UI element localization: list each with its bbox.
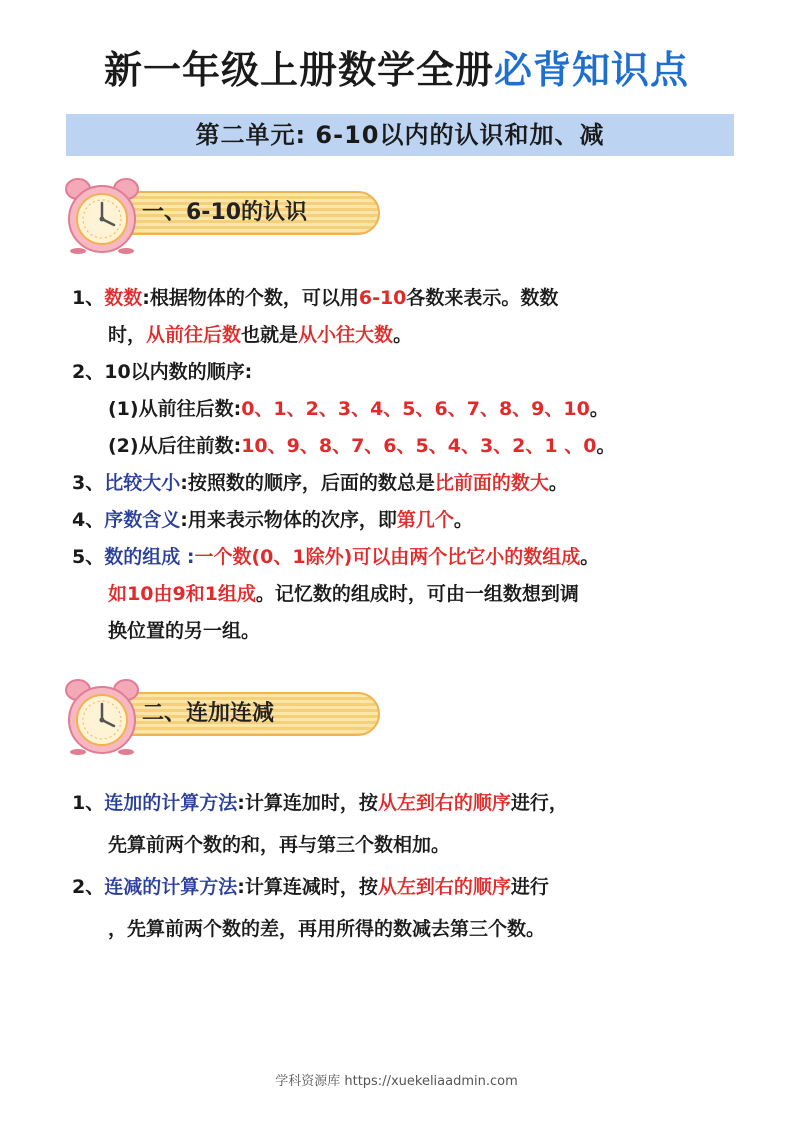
highlight: 从左到右的顺序 bbox=[377, 792, 511, 814]
text: 。 bbox=[596, 435, 616, 457]
list-item bbox=[72, 576, 615, 613]
list-item bbox=[72, 824, 568, 866]
list-item bbox=[72, 428, 615, 465]
highlight: 6-10 bbox=[358, 287, 407, 309]
list-item bbox=[72, 539, 615, 576]
section-2-content bbox=[72, 782, 568, 950]
list-item bbox=[72, 502, 615, 539]
list-item bbox=[72, 354, 615, 391]
list-item bbox=[72, 613, 615, 650]
text: 。 bbox=[548, 472, 568, 494]
text: 换位置的另一组。 bbox=[108, 620, 261, 642]
highlight: 从小往大数 bbox=[298, 324, 394, 346]
text: 各数来表示。数数 bbox=[406, 287, 559, 309]
text: 也就是 bbox=[241, 324, 299, 346]
text: 。 bbox=[580, 546, 600, 568]
text: :计算连减时，按 bbox=[237, 876, 378, 898]
text: :用来表示物体的次序，即 bbox=[180, 509, 397, 531]
section-header-2 bbox=[60, 676, 350, 756]
title-highlight: 必背知识点 bbox=[494, 48, 690, 92]
text: 。 bbox=[453, 509, 473, 531]
highlight: 一个数(0、1除外)可以由两个比它小的数组成 bbox=[194, 546, 581, 568]
text: (2)从后往前数: bbox=[108, 435, 242, 457]
section-1-content bbox=[72, 280, 615, 650]
item-number: 2、 bbox=[72, 876, 105, 898]
highlight: 如10由9和1组成 bbox=[108, 583, 256, 605]
highlight: 从前往后数 bbox=[146, 324, 242, 346]
list-item bbox=[72, 465, 615, 502]
highlight: 10、9、8、7、6、5、4、3、2、1 、0 bbox=[241, 435, 597, 457]
page-title bbox=[0, 40, 793, 100]
text: 。 bbox=[589, 398, 609, 420]
unit-heading: 第二单元: 6-10以内的认识和加、减 bbox=[66, 114, 734, 156]
key-term: 数数 bbox=[104, 287, 143, 309]
key-term: 数的组成 bbox=[104, 546, 181, 568]
list-item bbox=[72, 280, 615, 317]
highlight: 比前面的数大 bbox=[434, 472, 549, 494]
item-number: 1、 bbox=[72, 287, 105, 309]
key-term: 连减的计算方法 bbox=[104, 876, 238, 898]
list-item bbox=[72, 908, 568, 950]
alarm-clock-icon bbox=[60, 676, 144, 756]
list-item bbox=[72, 866, 568, 908]
highlight: 0、1、2、3、4、5、6、7、8、9、10 bbox=[241, 398, 590, 420]
text: :根据物体的个数，可以用 bbox=[142, 287, 359, 309]
alarm-clock-icon bbox=[60, 175, 144, 255]
list-item bbox=[72, 317, 615, 354]
item-number: 3、 bbox=[72, 472, 105, 494]
text: 。 bbox=[393, 324, 413, 346]
item-number: 5、 bbox=[72, 546, 105, 568]
title-main: 新一年级上册数学全册 bbox=[103, 48, 494, 92]
text: (1)从前往后数: bbox=[108, 398, 242, 420]
text: 时， bbox=[108, 324, 147, 346]
text: : bbox=[180, 546, 195, 568]
key-term: 序数含义 bbox=[104, 509, 181, 531]
key-term: 连加的计算方法 bbox=[104, 792, 238, 814]
text: 10以内数的顺序: bbox=[104, 361, 253, 383]
section-title: 一、6-10的认识 bbox=[142, 200, 308, 225]
item-number: 1、 bbox=[72, 792, 105, 814]
list-item bbox=[72, 782, 568, 824]
text: ，先算前两个数的差，再用所得的数减去第三个数。 bbox=[108, 918, 546, 940]
item-number: 2、 bbox=[72, 361, 105, 383]
text: 。记忆数的组成时，可由一组数想到调 bbox=[255, 583, 579, 605]
text: 先算前两个数的和，再与第三个数相加。 bbox=[108, 834, 451, 856]
text: :按照数的顺序，后面的数总是 bbox=[180, 472, 435, 494]
text: 进行， bbox=[510, 792, 568, 814]
highlight: 第几个 bbox=[396, 509, 454, 531]
text: :计算连加时，按 bbox=[237, 792, 378, 814]
section-header-1 bbox=[60, 175, 350, 255]
page-footer[interactable]: 学科资源库 https://xuekeliaadmin.com bbox=[275, 1074, 518, 1089]
text: 进行 bbox=[510, 876, 549, 898]
list-item bbox=[72, 391, 615, 428]
key-term: 比较大小 bbox=[104, 472, 181, 494]
item-number: 4、 bbox=[72, 509, 105, 531]
section-title: 二、连加连减 bbox=[142, 701, 275, 726]
highlight: 从左到右的顺序 bbox=[377, 876, 511, 898]
